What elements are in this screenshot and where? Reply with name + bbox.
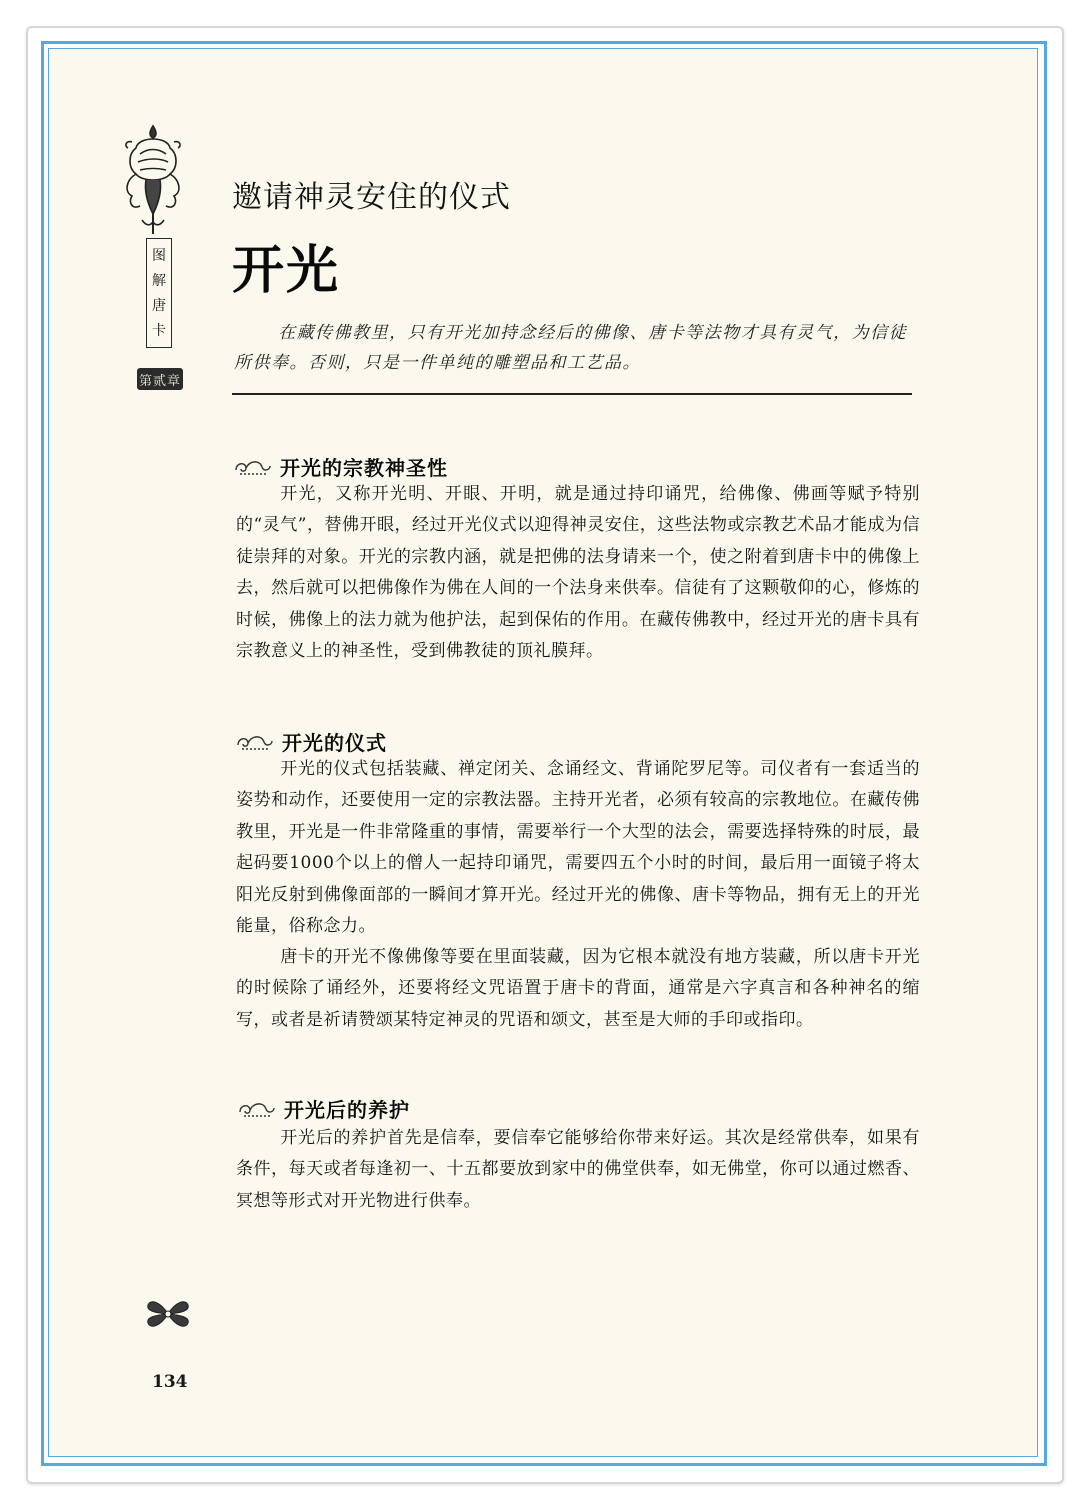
body-paragraph: 开光后的养护首先是信奉，要信奉它能够给你带来好运。其次是经常供奉，如果有条件，每天或者每逢初一、十五都要放到家中的佛堂供奉，如无佛堂，你可以通过燃香、冥想等形式对开光物进行供奉。 xyxy=(236,1128,920,1211)
section-heading xyxy=(236,1094,410,1123)
body-paragraph: 开光的仪式包括装藏、禅定闭关、念诵经文、背诵陀罗尼等。司仪者有一套适当的姿势和动作，还要使用一定的宗教法器。主持开光者，必须有较高的宗教地位。在藏传佛教里，开光是一件非常隆重的事情，需要举行一个大型的法会，需要选择特殊的时辰，最起码要1000个以上的僧人一起持印诵咒，需要四五个小时的时间，最后用一面镜子将太阳光反射到佛像面部的一瞬间才算开光。经过开光的佛像、唐卡等物品，拥有无上的开光能量，俗称念力。 xyxy=(236,759,920,937)
tab-char: 图 xyxy=(152,247,166,264)
endless-knot-icon xyxy=(144,1293,192,1335)
tab-char: 唐 xyxy=(152,297,166,314)
book-series-tab xyxy=(146,238,172,348)
tab-char: 解 xyxy=(152,272,166,289)
page-paper xyxy=(48,48,1038,1457)
page-number: 134 xyxy=(152,1372,188,1392)
body-paragraph: 开光，又称开光明、开眼、开明，就是通过持印诵咒，给佛像、佛画等赋予特别的“灵气”，替佛开眼，经过开光仪式以迎得神灵安住，这些法物或宗教艺术品才能成为信徒崇拜的对象。开光的宗教内涵，就是把佛的法身请来一个，使之附着到唐卡中的佛像上去，然后就可以把佛像作为佛在人间的一个法身来供奉。信徒有了这颗敬仰的心，修炼的时候，佛像上的法力就为他护法，起到保佑的作用。在藏传佛教中，经过开光的唐卡具有宗教意义上的神圣性，受到佛教徒的顶礼膜拜。 xyxy=(236,484,920,662)
section-heading xyxy=(232,452,448,481)
tab-char: 卡 xyxy=(152,322,166,339)
conch-shell-icon xyxy=(118,122,188,242)
chapter-badge: 第贰章 xyxy=(137,368,183,390)
section-title: 开光的宗教神圣性 xyxy=(280,456,448,480)
divider xyxy=(232,393,912,395)
body-paragraph: 唐卡的开光不像佛像等要在里面装藏，因为它根本就没有地方装藏，所以唐卡开光的时候除了诵经外，还要将经文咒语置于唐卡的背面，通常是六字真言和各种神名的缩写，或者是祈请赞颂某特定神灵的咒语和颂文，甚至是大师的手印或指印。 xyxy=(236,947,920,1030)
intro-paragraph: 在藏传佛教里，只有开光加持念经后的佛像、唐卡等法物才具有灵气，为信徒所供奉。否则，只是一件单纯的雕塑品和工艺品。 xyxy=(234,323,908,373)
section-title: 开光后的养护 xyxy=(284,1098,410,1122)
cloud-scroll-icon xyxy=(234,731,276,753)
section-heading xyxy=(234,727,387,756)
cloud-scroll-icon xyxy=(236,1098,278,1120)
cloud-scroll-icon xyxy=(232,456,274,478)
page-title: 开光 xyxy=(232,241,341,301)
page-subtitle: 邀请神灵安住的仪式 xyxy=(232,180,511,215)
section-title: 开光的仪式 xyxy=(282,731,387,755)
